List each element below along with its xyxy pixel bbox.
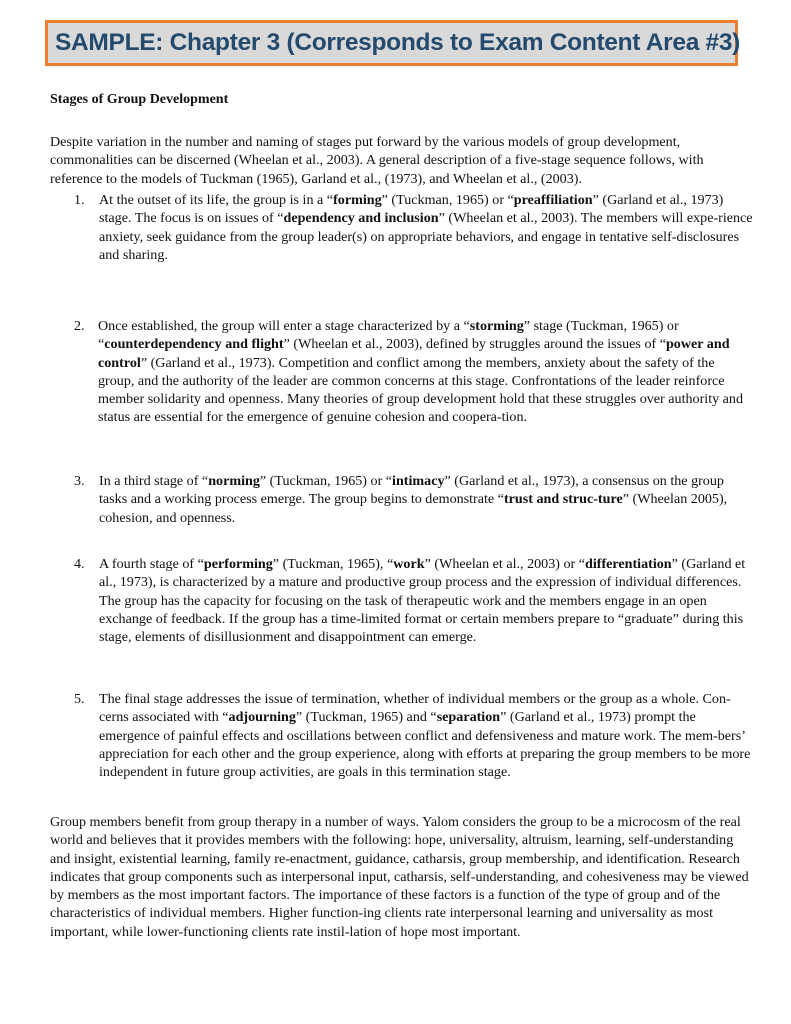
stage-text	[98, 317, 754, 427]
stage-text-segment: ” (Garland et al., 1973) prompt the emergence of painful effects and oscillations between conflict and defensiveness and mature work. The mem-bers’ appreciation for each other and the group experience, along with efforts at preparing the group members to be more independent in future group activities, are goals in this termination stage.	[99, 709, 751, 781]
stage-text-segment: ” (Wheelan et al., 2003). The members will expe-rience anxiety, seek guidance from the group leader(s) on appropriate behaviors, and engage in tentative self-disclosures and sharing.	[99, 210, 753, 263]
stage-text	[99, 690, 754, 781]
stage-text-segment: ” (Garland et al., 1973). Competition and conflict among the members, anxiety about the safety of the group, and the authority of the leader are common concerns at this stage. Confrontations of the leader reinforce member solidarity and openness. Many theories of group development hold that these struggles over authority and status are essential for the emergence of genuine cohesion and coopera-tion.	[98, 354, 744, 426]
stage-text-segment: ” (Tuckman, 1965) and “	[295, 709, 437, 726]
stage-number: 2.	[74, 318, 85, 334]
stage-term: counterdependency and flight	[104, 336, 284, 353]
stage-term: work	[393, 556, 425, 572]
stage-text-segment: ” (Wheelan et al., 2003), defined by struggles around the issues of “	[283, 336, 666, 353]
stage-text	[99, 191, 754, 264]
section-heading: Stages of Group Development	[50, 92, 229, 107]
stage-term: intimacy	[392, 473, 445, 489]
stage-item	[74, 690, 754, 781]
stage-text-segment: ” stage (Tuckman, 1965) or “	[98, 318, 679, 353]
stage-text-segment: Once established, the group will enter a stage characterized by a “	[98, 318, 470, 334]
stage-text-segment: ” (Garland et al., 1973) stage. The focus is on issues of “	[99, 192, 724, 227]
stage-item	[74, 317, 754, 427]
stage-text-segment: ” (Wheelan et al., 2003) or “	[424, 556, 585, 572]
stage-item	[74, 555, 754, 646]
stage-term: preaffiliation	[513, 192, 593, 208]
stage-term: adjourning	[228, 709, 296, 726]
stage-term: performing	[203, 556, 273, 572]
stage-text-segment: ” (Garland et al., 1973), is characterized by a mature and productive group process and the expression of individual differences. The group has the capacity for focusing on the task of therapeutic work and the members engage in an open exchange of feedback. If the group has a time-limited format or certain members prepare to “graduate” during this stage, elements of disillusionment and disappointment can emerge.	[99, 556, 746, 646]
stage-term: differentiation	[585, 556, 672, 572]
stage-text-segment: ” (Garland et al., 1973), a consensus on the group tasks and a working process emerge. The group begins to demonstrate “	[99, 473, 724, 508]
banner-title: SAMPLE: Chapter 3 (Corresponds to Exam Content Area #3)	[55, 29, 741, 56]
stage-text-segment: ” (Tuckman, 1965) or “	[381, 192, 514, 208]
stage-term: dependency and inclusion	[283, 210, 439, 227]
stage-term: norming	[208, 473, 260, 489]
intro-paragraph: Despite variation in the number and naming of stages put forward by the various models of group development, commonalities can be discerned (Wheelan et al., 2003). A general description of a five-stage sequence follows, with reference to the models of Tuckman (1965), Garland et al., (1973), and Wheelan et al., (2003).	[50, 134, 704, 187]
stage-number: 3.	[74, 473, 85, 489]
stage-text-segment: ” (Tuckman, 1965), “	[272, 556, 394, 572]
stage-term: power and control	[98, 336, 730, 371]
stage-term: trust and struc-ture	[503, 491, 623, 508]
stage-text	[99, 472, 754, 527]
stage-text-segment: A fourth stage of “	[99, 556, 204, 572]
stage-text-segment: At the outset of its life, the group is in a “	[99, 192, 334, 208]
stage-text-segment: The final stage addresses the issue of termination, whether of individual members or the group as a whole. Con-cerns associated with “	[99, 691, 731, 726]
stage-text	[99, 555, 754, 646]
sample-banner	[45, 20, 741, 66]
closing-paragraph: Group members benefit from group therapy in a number of ways. Yalom considers the group to be a microcosm of the real world and believes that it provides members with the following: hope, universality, altruism, learning, self-understanding and insight, existential learning, family re-enactment, guidance, catharsis, group membership, and identification. Research indicates that group components such as interpersonal input, catharsis, self-understanding, and cohesiveness may be viewed by members as the most important factors. The importance of these factors is a function of the type of group and of the characteristics of individual members. Higher function-ing clients rate interpersonal learning and universality as most important, while lower-functioning clients rate instil-lation of hope most important.	[50, 814, 749, 940]
stage-item	[74, 191, 754, 264]
stage-number: 1.	[74, 192, 85, 208]
stage-term: storming	[469, 318, 524, 334]
stage-text-segment: ” (Tuckman, 1965) or “	[259, 473, 393, 489]
stage-number: 5.	[74, 691, 85, 707]
stage-text-segment: ” (Wheelan 2005), cohesion, and openness.	[99, 491, 728, 526]
stage-number: 4.	[74, 556, 85, 572]
stage-item	[74, 472, 754, 527]
stage-text-segment: In a third stage of “	[99, 473, 209, 489]
stage-term: forming	[333, 192, 382, 208]
stage-term: separation	[436, 709, 501, 726]
